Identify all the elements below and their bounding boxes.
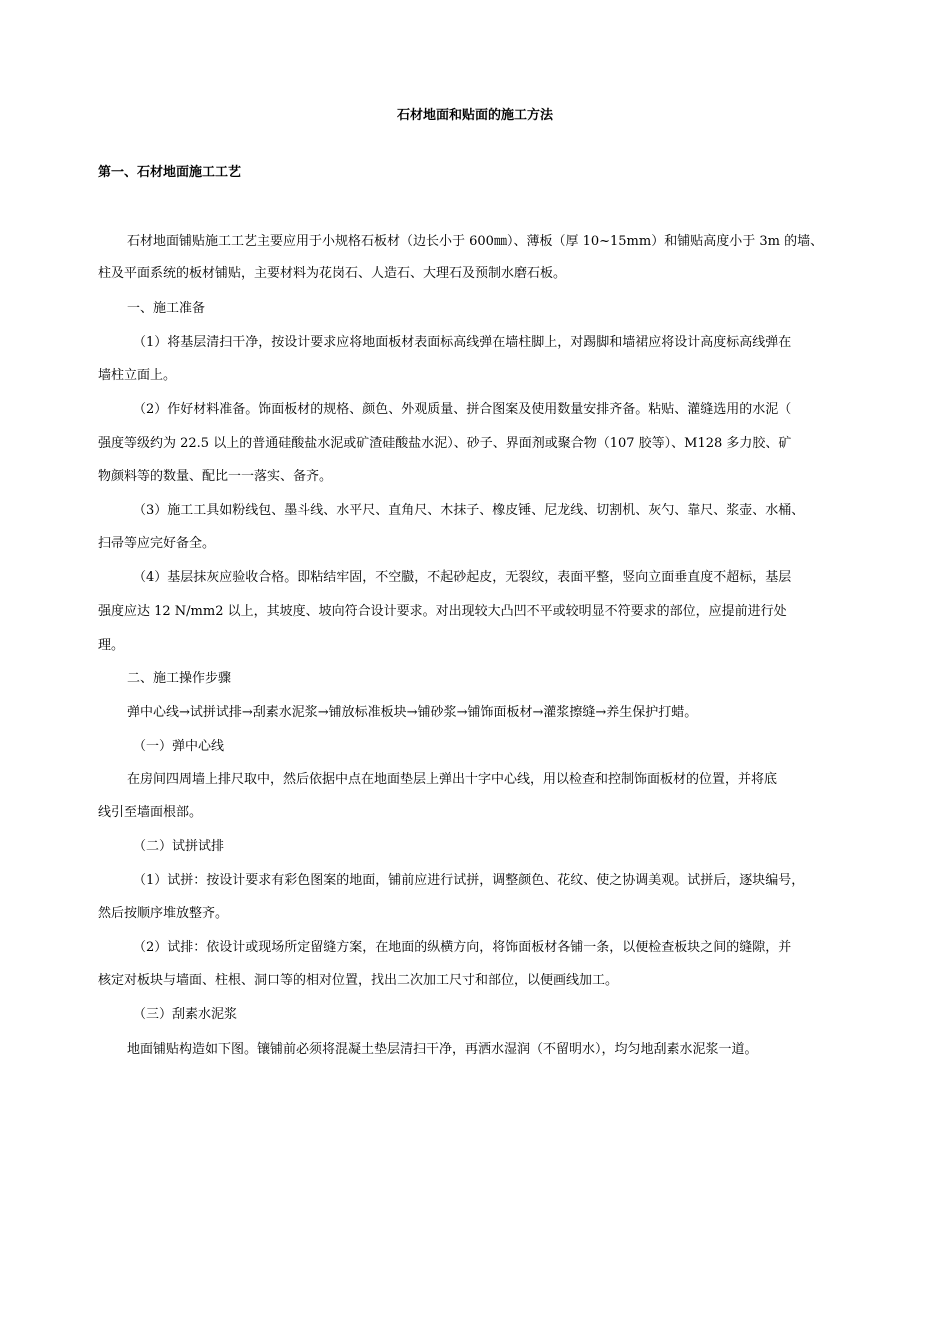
subheading: （一）弹中心线: [133, 739, 225, 754]
subheading: （二）试拼试排: [133, 839, 225, 854]
paragraph-line: 墙柱立面上。: [98, 368, 177, 383]
subheading: 一、施工准备: [127, 301, 206, 316]
paragraph-line: 柱及平面系统的板材铺贴，主要材料为花岗石、人造石、大理石及预制水磨石板。: [98, 266, 567, 281]
paragraph-line: （2）试排：依设计或现场所定留缝方案，在地面的纵横方向，将饰面板材各铺一条，以便检查板块之间的缝隙，并: [133, 940, 792, 955]
paragraph-line: （4）基层抹灰应验收合格。即粘结牢固，不空臌，不起砂起皮，无裂纹，表面平整，竖向立面垂直度不超标，基层: [133, 570, 792, 585]
paragraph-line: 扫帚等应完好备全。: [98, 536, 216, 551]
paragraph-line: （1）将基层清扫干净，按设计要求应将地面板材表面标高线弹在墙柱脚上，对踢脚和墙裙应将设计高度标高线弹在: [133, 335, 792, 350]
paragraph-line: 强度应达 12 N/mm2 以上，其坡度、坡向符合设计要求。对出现较大凸凹不平或较明显不符要求的部位，应提前进行处: [98, 604, 787, 619]
paragraph-line: 理。: [98, 638, 125, 653]
paragraph-line: （1）试拼：按设计要求有彩色图案的地面，铺前应进行试拼，调整颜色、花纹、使之协调美观。试拼后，逐块编号，: [133, 873, 805, 888]
paragraph-line: 在房间四周墙上排尺取中，然后依据中点在地面垫层上弹出十字中心线，用以检查和控制饰面板材的位置，并将底: [127, 772, 778, 787]
paragraph-line: 石材地面铺贴施工工艺主要应用于小规格石板材（边长小于 600㎜）、薄板（厚 10~15mm）和铺贴高度小于 3m 的墙、: [127, 234, 824, 249]
paragraph-line: 线引至墙面根部。: [98, 805, 203, 820]
subheading: （三）刮素水泥浆: [133, 1007, 238, 1022]
section-heading: 第一、石材地面施工工艺: [98, 165, 242, 180]
paragraph-line: 强度等级约为 22.5 以上的普通硅酸盐水泥或矿渣硅酸盐水泥）、砂子、界面剂或聚合物（107 胶等）、M128 多力胶、矿: [98, 436, 792, 451]
paragraph-line: 物颜料等的数量、配比一一落实、备齐。: [98, 469, 333, 484]
paragraph-line: 核定对板块与墙面、柱根、洞口等的相对位置，找出二次加工尺寸和部位，以便画线加工。: [98, 973, 619, 988]
document-title: 石材地面和贴面的施工方法: [396, 108, 553, 123]
paragraph-line: 然后按顺序堆放整齐。: [98, 906, 229, 921]
subheading: 二、施工操作步骤: [127, 671, 232, 686]
paragraph-line: 地面铺贴构造如下图。镶铺前必须将混凝土垫层清扫干净，再洒水湿润（不留明水），均匀地刮素水泥浆一道。: [127, 1042, 758, 1057]
paragraph-line: （3）施工工具如粉线包、墨斗线、水平尺、直角尺、木抹子、橡皮锤、尼龙线、切割机、灰勺、靠尺、浆壶、水桶、: [133, 503, 805, 518]
paragraph-line: 弹中心线→试拼试排→刮素水泥浆→铺放标准板块→铺砂浆→铺饰面板材→灌浆擦缝→养生保护打蜡。: [127, 705, 698, 720]
paragraph-line: （2）作好材料准备。饰面板材的规格、颜色、外观质量、拼合图案及使用数量安排齐备。粘贴、灌缝选用的水泥（: [133, 402, 792, 417]
